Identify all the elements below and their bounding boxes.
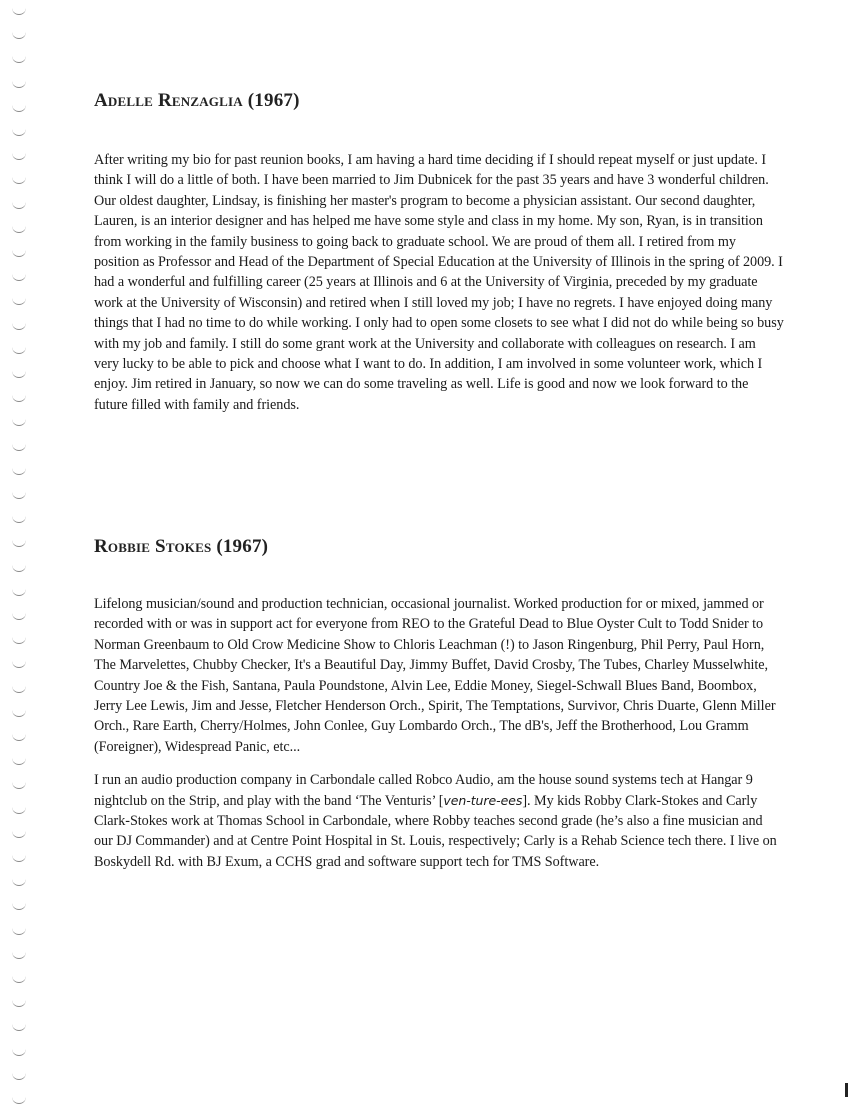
binding-ring: [12, 710, 26, 717]
binding-ring: [12, 1097, 26, 1104]
binding-ring: [12, 323, 26, 330]
spiral-binding: [0, 0, 40, 1099]
binding-ring: [12, 153, 26, 160]
binding-ring: [12, 226, 26, 233]
binding-ring: [12, 879, 26, 886]
bio-heading: Adelle Renzaglia (1967): [94, 90, 300, 111]
binding-ring: [12, 129, 26, 136]
binding-ring: [12, 1024, 26, 1031]
binding-ring: [12, 274, 26, 281]
binding-ring: [12, 202, 26, 209]
binding-ring: [12, 565, 26, 572]
bio-heading: Robbie Stokes (1967): [94, 536, 269, 557]
binding-ring: [12, 589, 26, 596]
binding-ring: [12, 782, 26, 789]
binding-ring: [12, 516, 26, 523]
text-run: ]. My kids Robby Clark-Stokes and Carly Clark-Stokes work at Thomas School in Carbondale, where Robby teaches second grade (he’s also a fine musician and our DJ Commander) and at Centre Point Hospital in St. Louis, respectively; Carly is a Rehab Science tech there. I live on Boskydell Rd. with BJ Exum, a CCHS grad and software support tech for TMS Software.: [94, 792, 777, 870]
binding-ring: [12, 419, 26, 426]
bio-adelle-renzaglia: [94, 90, 784, 415]
binding-ring: [12, 371, 26, 378]
binding-ring: [12, 807, 26, 814]
text-run: I run an audio production company in Carbondale called Robco Audio, am the house sound systems tech at Hangar 9 nightclub on the Strip, and play with the band ‘The Venturis’ [: [94, 772, 753, 809]
binding-ring: [12, 444, 26, 451]
bio-robbie-stokes: [94, 536, 784, 872]
binding-ring: [12, 8, 26, 15]
binding-ring: [12, 686, 26, 693]
bio-paragraph: [94, 770, 784, 872]
binding-ring: [12, 250, 26, 257]
binding-ring: [12, 177, 26, 184]
binding-ring: [12, 56, 26, 63]
binding-ring: [12, 928, 26, 935]
binding-ring: [12, 758, 26, 765]
binding-ring: [12, 105, 26, 112]
binding-ring: [12, 540, 26, 547]
scan-edge-mark: [845, 1083, 848, 1097]
binding-ring: [12, 298, 26, 305]
binding-ring: [12, 1049, 26, 1056]
binding-ring: [12, 1000, 26, 1007]
binding-ring: [12, 661, 26, 668]
binding-ring: [12, 1073, 26, 1080]
binding-ring: [12, 81, 26, 88]
bio-paragraph: After writing my bio for past reunion books, I am having a hard time deciding if I should repeat myself or just update. I think I will do a little of both. I have been married to Jim Dubnicek for the past 35 years and have 3 wonderful children. Our oldest daughter, Lindsay, is finishing her master's program to become a physician assistant. Our second daughter, Lauren, is an interior designer and has helped me have some style and class in my home. My son, Ryan, is in transition from working in the family business to going back to graduate school. We are proud of them all. I retired from my position as Professor and Head of the Department of Special Education at the University of Illinois in the spring of 2009. I had a wonderful and fulfilling career (25 years at Illinois and 6 at the University of Virginia, preceded by my graduate work at the University of Wisconsin) and retired when I still loved my job; I have no regrets. I have enjoyed doing many things that I had no time to do while working. I only had to open some closets to see what I did not do while being so busy with my job and family. I still do some grant work at the University and collaborate with colleagues on research. I am very lucky to be able to pick and choose what I want to do. In addition, I am involved in some volunteer work, which I enjoy. Jim retired in January, so now we can do some traveling as well. Life is good and now we look forward to the future filled with family and friends.: [94, 152, 784, 413]
binding-ring: [12, 637, 26, 644]
binding-ring: [12, 831, 26, 838]
binding-ring: [12, 952, 26, 959]
pronunciation-text: ven-ture-ees: [443, 792, 523, 808]
binding-ring: [12, 468, 26, 475]
binding-ring: [12, 32, 26, 39]
bio-paragraph: Lifelong musician/sound and production technician, occasional journalist. Worked production for or mixed, jammed or recorded with or was in support act for everyone from REO to the Grateful Dead to Blue Oyster Cult to Todd Snider to Norman Greenbaum to Old Crow Medicine Show to Chloris Leachman (!) to Jason Ringenburg, Phil Perry, Paul Horn, The Marvelettes, Chubby Checker, It's a Beautiful Day, Jimmy Buffet, David Crosby, The Tubes, Charley Musselwhite, Country Joe & the Fish, Santana, Paula Poundstone, Alvin Lee, Eddie Money, Siegel-Schwall Blues Band, Boombox, Jerry Lee Lewis, Jim and Jesse, Fletcher Henderson Orch., Spirit, The Temptations, Survivor, Chris Duarte, Glenn Miller Orch., Rare Earth, Cherry/Holmes, John Conlee, Guy Lombardo Orch., The dB's, Jeff the Brotherhood, Lou Gramm (Foreigner), Widespread Panic, etc...: [94, 596, 776, 755]
binding-ring: [12, 613, 26, 620]
binding-ring: [12, 395, 26, 402]
binding-ring: [12, 492, 26, 499]
binding-ring: [12, 903, 26, 910]
binding-ring: [12, 976, 26, 983]
binding-ring: [12, 734, 26, 741]
binding-ring: [12, 855, 26, 862]
binding-ring: [12, 347, 26, 354]
